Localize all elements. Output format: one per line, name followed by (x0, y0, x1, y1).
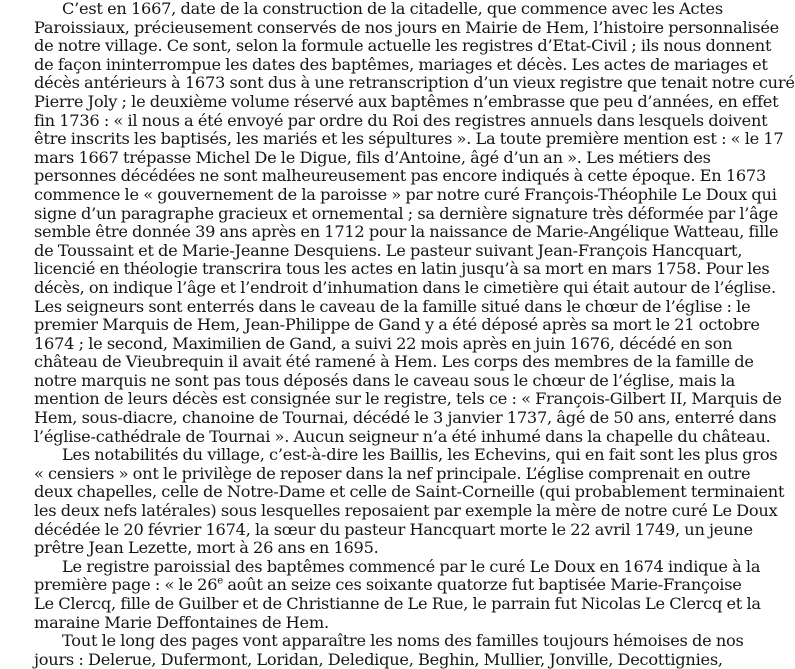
text-line (6, 575, 742, 595)
text-line: décès, on indique l’âge et l’endroit d’inhumation dans le cimetière qui était autour de l’église. (34, 277, 776, 297)
text-line: premier Marquis de Hem, Jean-Philippe de Gand y a été déposé après sa mort le 21 octobre (34, 315, 760, 335)
text-line: prêtre Jean Lezette, mort à 26 ans en 1695. (34, 538, 379, 558)
text-line: de façon ininterrompue les dates des baptêmes, mariages et décès. Les actes de mariages et (34, 54, 768, 74)
text-line: être inscrits les baptisés, les mariés et les sépultures ». La toute première mention est : « le 17 (34, 129, 784, 149)
text-line: Paroissiaux, précieusement conservés de nos jours en Mairie de Hem, l’histoire personnalisée (34, 17, 780, 37)
text-line: semble être donnée 39 ans après en 1712 pour la naissance de Marie-Angélique Watteau, fille (34, 222, 779, 242)
text-line: fin 1736 : « il nous a été envoyé par ordre du Roi des registres annuels dans lesquels doivent (34, 110, 768, 130)
text-line: « censiers » ont le privilège de reposer dans la nef principale. L’église comprenait en outre (34, 463, 751, 483)
text-line: mars 1667 trépasse Michel De le Digue, fils d’Antoine, âgé d’un an ». Les métiers des (34, 147, 711, 167)
text-line: décédée le 20 février 1674, la sœur du pasteur Hancquart morte le 22 avril 1749, un jeune (34, 519, 753, 539)
text-line: l’église-cathédrale de Tournai ». Aucun seigneur n’a été inhumé dans la chapelle du château. (34, 426, 771, 446)
text-segment: août an seize ces soixante quatorze fut baptisée Marie-Françoise (222, 575, 742, 595)
paragraph-4 (6, 631, 744, 669)
text-line: notre marquis ne sont pas tous déposés dans le caveau sous le chœur de l’église, mais la (34, 370, 735, 390)
text-line: signe d’un paragraphe gracieux et ornemental ; sa dernière signature très déformée par l’âge (34, 203, 778, 223)
paragraph-2 (6, 445, 785, 558)
text-line: Hem, sous-diacre, chanoine de Tournai, décédé le 3 janvier 1737, âgé de 50 ans, enterré dans (34, 408, 777, 428)
text-line: de notre village. Ce sont, selon la formule actuelle les registres d’Etat-Civil ; ils nous donnent (34, 36, 772, 56)
superscript: e (217, 576, 223, 588)
text-line: commence le « gouvernement de la paroisse » par notre curé François-Théophile Le Doux qui (34, 184, 777, 204)
text-line: jours : Delerue, Dufermont, Loridan, Deledique, Beghin, Mullier, Jonville, Decottignies, (34, 649, 723, 669)
text-line: Pierre Joly ; le deuxième volume réservé aux baptêmes n’embrasse que peu d’années, en effet (34, 91, 779, 111)
text-segment: première page : « le 26 (34, 575, 218, 595)
text-line: Le Clercq, fille de Guilber et de Christianne de Le Rue, le parrain fut Nicolas Le Clercq et la (34, 594, 761, 613)
text-line: licencié en théologie transcrira tous les actes en latin jusqu’à sa mort en mars 1758. Pour les (34, 259, 770, 279)
text-line: 1674 ; le second, Maximilien de Gand, a suivi 22 mois après en juin 1676, décédé en son (34, 333, 733, 353)
text-line: Les notabilités du village, c’est-à-dire les Baillis, les Echevins, qui en fait sont les plus gros (62, 445, 778, 465)
text-line: château de Vieubrequin il avait été ramené à Hem. Les corps des membres de la famille de (34, 352, 754, 372)
text-line: maraine Marie Deffontaines de Hem. (34, 612, 329, 632)
text-line: personnes décédées ne sont malheureusement pas encore indiqués à cette époque. En 1673 (34, 166, 767, 186)
text-line: Tout le long des pages vont apparaître les noms des familles toujours hémoises de nos (62, 631, 744, 651)
paragraph-1 (6, 0, 795, 446)
text-line: mention de leurs décès est consignée sur le registre, tels ce : « François-Gilbert II, Marquis de (34, 389, 782, 409)
text-line: de Toussaint et de Marie-Jeanne Desquiens. Le pasteur suivant Jean-François Hancquart, (34, 240, 743, 260)
document-body (6, 0, 795, 669)
paragraph-3 (6, 556, 761, 632)
text-line: C’est en 1667, date de la construction de la citadelle, que commence avec les Actes (62, 0, 723, 18)
text-line: deux chapelles, celle de Notre-Dame et celle de Saint-Corneille (qui probablement terminaient (34, 482, 785, 502)
text-line: Le registre paroissial des baptêmes commencé par le curé Le Doux en 1674 indique à la (62, 556, 761, 576)
text-line: Les seigneurs sont enterrés dans le caveau de la famille situé dans le chœur de l’église : le (34, 296, 751, 316)
text-line: les deux nefs latérales) sous lesquelles reposaient par exemple la mère de notre curé Le Doux (34, 501, 778, 521)
text-line: décès antérieurs à 1673 sont dus à une retranscription d’un vieux registre que tenait notre curé (34, 73, 795, 93)
